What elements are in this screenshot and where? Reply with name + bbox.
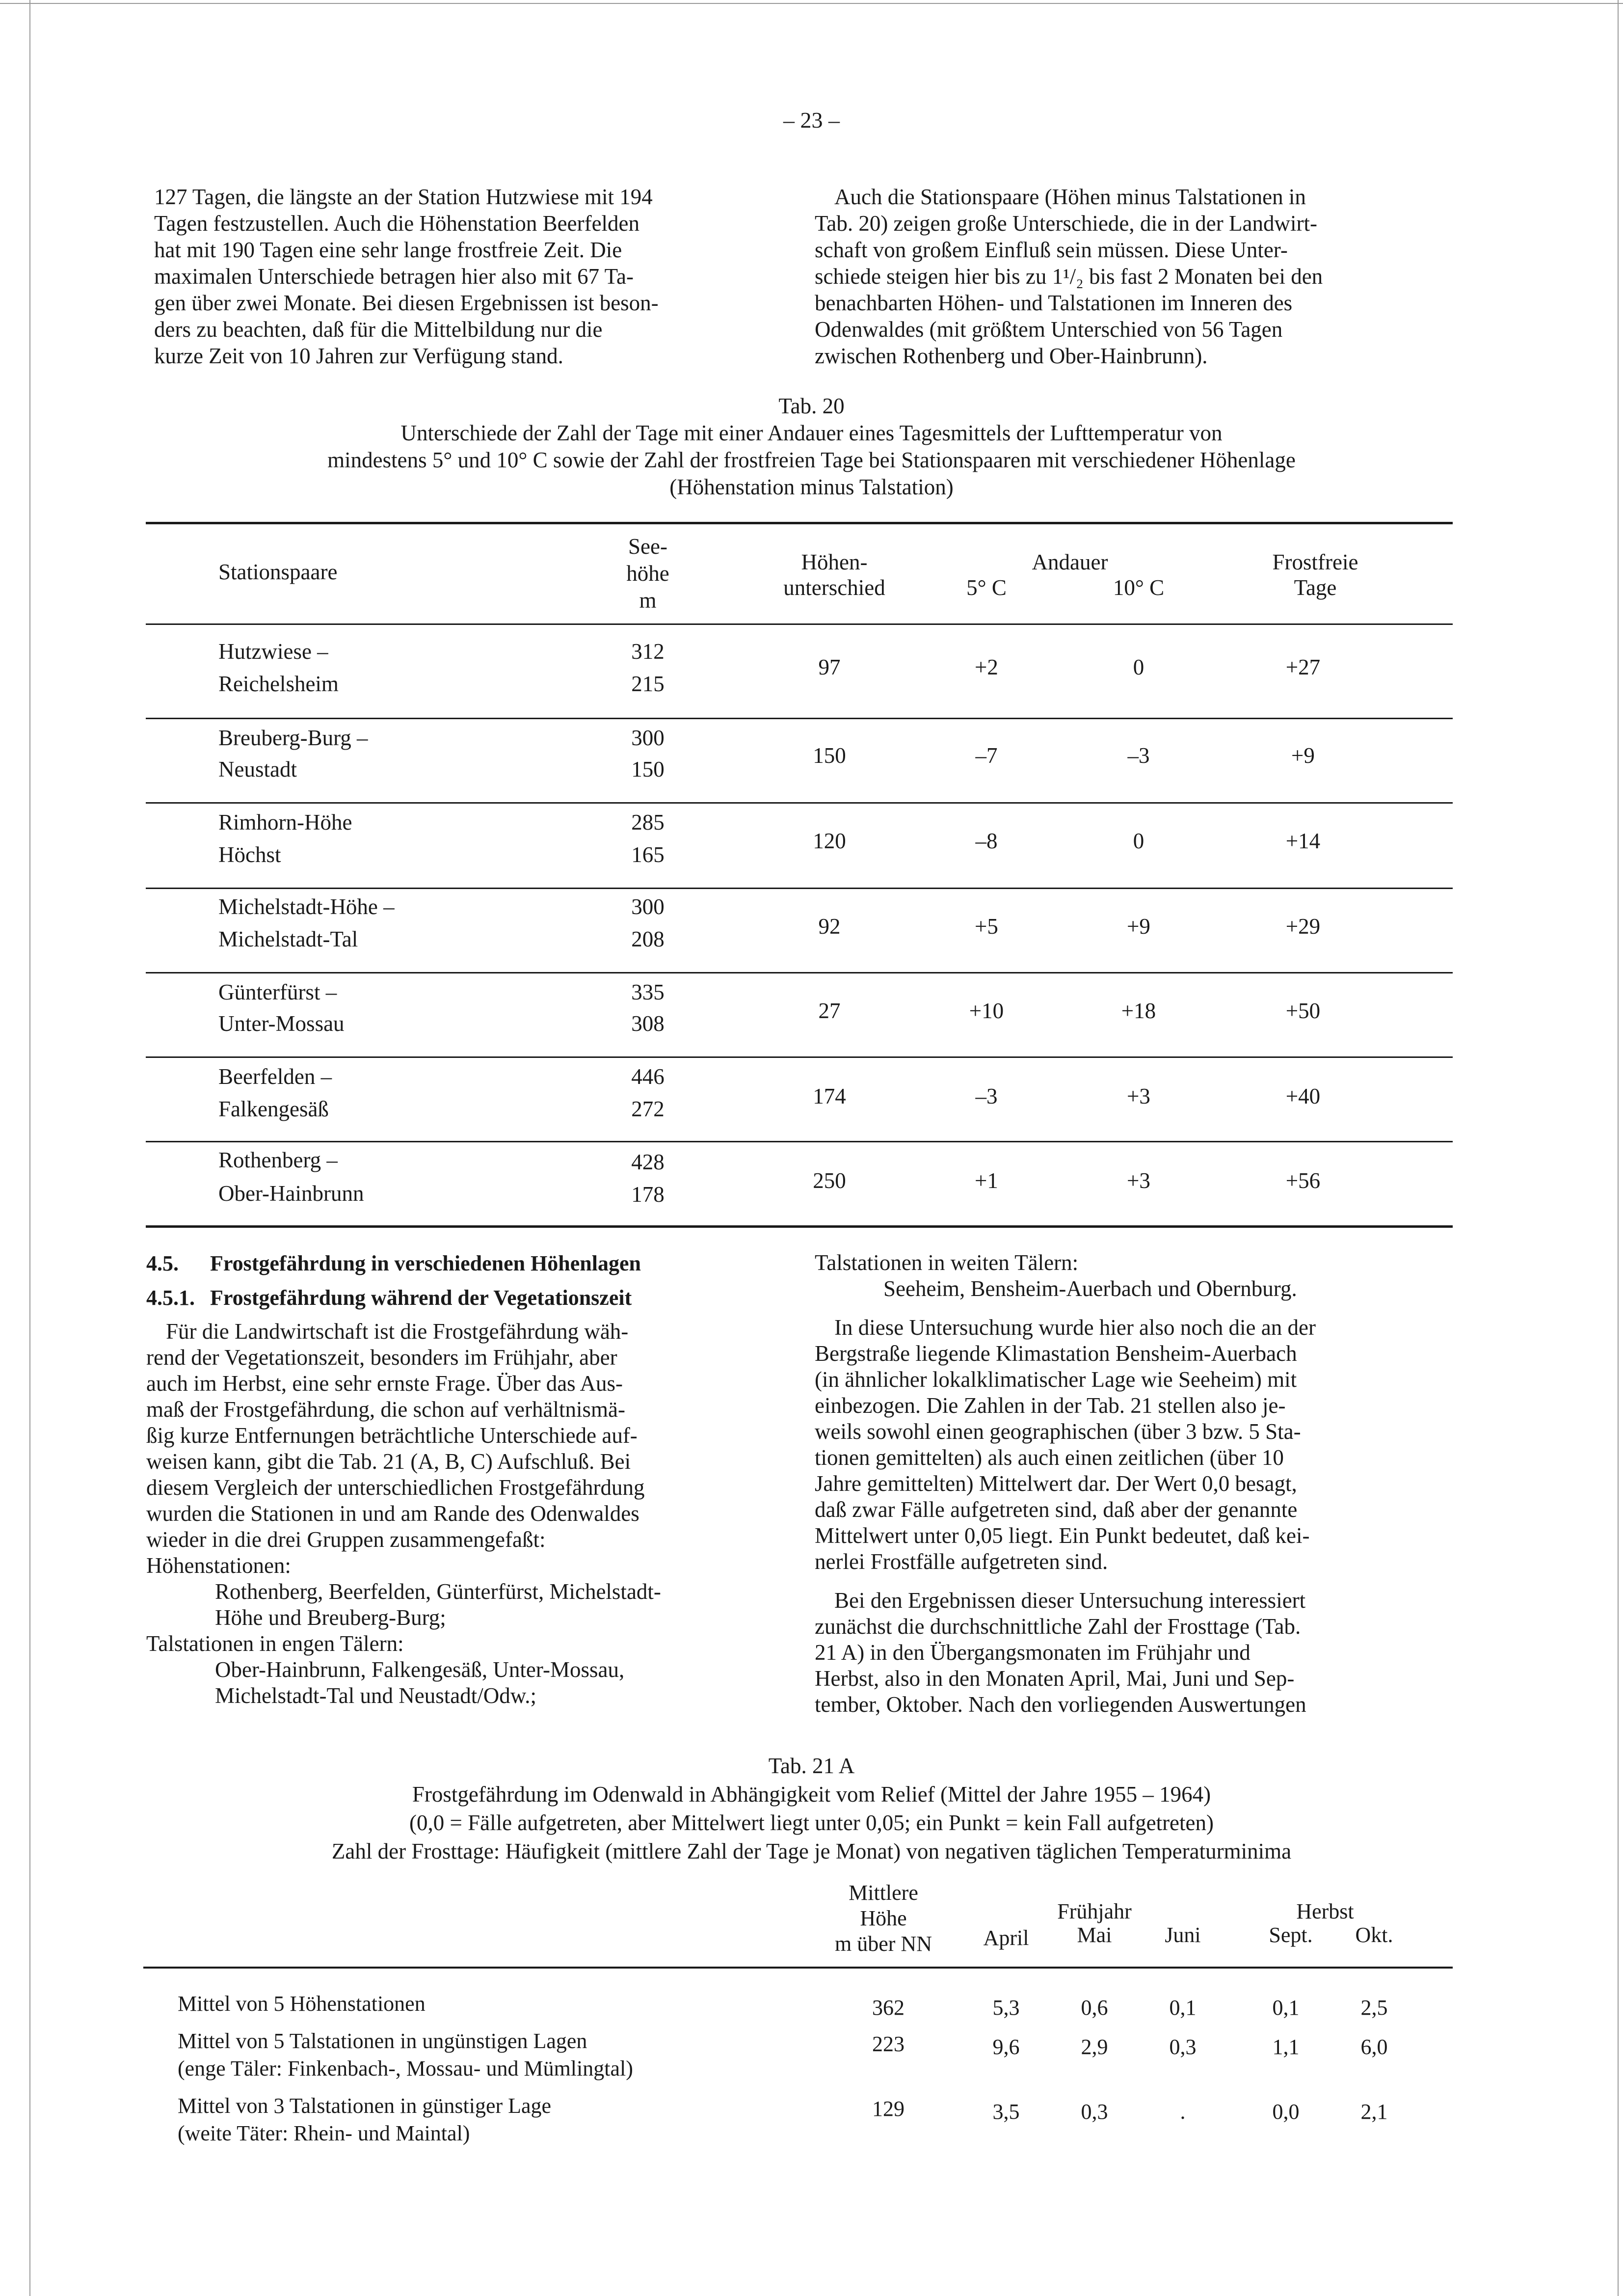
frostfreie-tage: +14 [1285, 829, 1321, 853]
frostfreie-tage: +50 [1285, 999, 1321, 1023]
heading-number: 4.5.1. [146, 1286, 195, 1310]
frostfreie-tage: +9 [1291, 743, 1315, 768]
header-andauer: Andauer [1032, 550, 1108, 574]
andauer-5c: +1 [975, 1168, 998, 1193]
heading-text: Frostgefährdung in verschiedenen Höhenlagen [210, 1251, 641, 1275]
text-line: weils sowohl einen geographischen (über 3 bzw. 5 Sta- [815, 1419, 1301, 1444]
group-label: Talstationen in engen Tälern: [146, 1631, 404, 1656]
header-stationspaare: Stationspaare [218, 560, 338, 584]
andauer-10c: +3 [1127, 1084, 1150, 1108]
frostfreie-tage: +29 [1285, 914, 1321, 939]
caption-line: mindestens 5° und 10° C sowie der Zahl der frostfreien Tage bei Stationspaaren mit verschiedener Höhenlage [327, 448, 1296, 472]
text-line: In diese Untersuchung wurde hier also noch die an der [834, 1315, 1316, 1340]
header-herbst: Herbst [1296, 1899, 1354, 1923]
row-label-sub: (weite Täter: Rhein- und Maintal) [178, 2121, 470, 2145]
text-line: kurze Zeit von 10 Jahren zur Verfügung stand. [154, 344, 563, 368]
height-upper: 335 [631, 980, 665, 1004]
height-difference: 92 [818, 914, 841, 939]
text-line: (in ähnlicher lokalklimatischer Lage wie Seeheim) mit [815, 1367, 1297, 1392]
text-line: maß der Frostgefährdung, die schon auf verhältnismä- [146, 1397, 625, 1422]
height-upper: 446 [631, 1064, 665, 1089]
caption-line: Frostgefährdung im Odenwald in Abhängigkeit vom Relief (Mittel der Jahre 1955 – 1964) [412, 1782, 1211, 1807]
andauer-5c: –7 [975, 743, 998, 768]
header-sept: Sept. [1269, 1923, 1313, 1947]
section-heading [146, 1251, 641, 1276]
mean-height: 129 [872, 2097, 905, 2121]
mai-value: 2,9 [1081, 2035, 1108, 2059]
mai-value: 0,6 [1081, 1996, 1108, 2020]
frostfreie-tage: +40 [1285, 1084, 1321, 1108]
text-line: maximalen Unterschiede betragen hier also mit 67 Ta- [154, 264, 634, 289]
okt-value: 6,0 [1360, 2035, 1388, 2059]
row-rule [146, 1141, 1453, 1142]
group-item: Rothenberg, Beerfelden, Günterfürst, Michelstadt- [215, 1579, 661, 1604]
mai-value: 0,3 [1081, 2100, 1108, 2124]
text-line: gen über zwei Monate. Bei diesen Ergebnissen ist beson- [154, 291, 659, 315]
header-okt: Okt. [1355, 1923, 1393, 1947]
text-line: wurden die Stationen in und am Rande des Odenwaldes [146, 1501, 639, 1526]
text-line: 127 Tagen, die längste an der Station Hutzwiese mit 194 [154, 185, 653, 209]
tab21a-caption [0, 1752, 1623, 1865]
caption-line: Zahl der Frosttage: Häufigkeit (mittlere Zahl der Tage je Monat) von negativen täglichen Temperaturminima [331, 1839, 1292, 1864]
text-line: diesem Vergleich der unterschiedlichen Frostgefährdung [146, 1475, 645, 1500]
row-label: Mittel von 5 Talstationen in ungünstigen Lagen [178, 2029, 587, 2053]
subsection-heading [146, 1285, 632, 1310]
april-value: 3,5 [992, 2100, 1020, 2124]
text-line: Tab. 20) zeigen große Unterschiede, die in der Landwirt- [815, 211, 1317, 236]
text-line: tember, Oktober. Nach den vorliegenden Auswertungen [815, 1692, 1306, 1717]
text-line: Für die Landwirtschaft ist die Frostgefährdung wäh- [166, 1319, 629, 1344]
table-label: Tab. 21 A [768, 1754, 855, 1778]
header-hoehenunterschied-1: Höhen- [801, 550, 868, 574]
andauer-10c: +3 [1127, 1168, 1150, 1193]
header-frostfreie-1: Frostfreie [1272, 550, 1358, 574]
sept-value: 0,1 [1272, 1996, 1300, 2020]
height-upper: 285 [631, 810, 665, 835]
scan-edge-top [0, 3, 1623, 4]
height-difference: 27 [818, 999, 841, 1023]
group-item: Seeheim, Bensheim-Auerbach und Obernburg. [883, 1276, 1297, 1301]
height-lower: 308 [631, 1011, 665, 1036]
height-lower: 150 [631, 757, 665, 782]
row-label-sub: (enge Täler: Finkenbach-, Mossau- und Mümlingtal) [178, 2056, 633, 2080]
andauer-10c: 0 [1133, 655, 1144, 679]
okt-value: 2,5 [1360, 1996, 1388, 2020]
april-value: 9,6 [992, 2035, 1020, 2059]
text-line: rend der Vegetationszeit, besonders im Frühjahr, aber [146, 1345, 617, 1370]
station-upper: Hutzwiese – [218, 639, 328, 664]
heading-number: 4.5. [146, 1251, 179, 1275]
header-hoehe-3: m über NN [835, 1932, 932, 1956]
text-line: einbezogen. Die Zahlen in der Tab. 21 stellen also je- [815, 1393, 1286, 1418]
table-bottom-rule [146, 1225, 1453, 1228]
andauer-5c: –3 [975, 1084, 998, 1108]
station-upper: Breuberg-Burg – [218, 726, 368, 750]
row-rule [146, 972, 1453, 973]
frostfreie-tage: +27 [1285, 655, 1321, 679]
height-difference: 150 [813, 743, 846, 768]
station-lower: Reichelsheim [218, 672, 339, 696]
text-line: schaft von großem Einfluß sein müssen. Diese Unter- [815, 238, 1288, 262]
tab20-caption [0, 393, 1623, 501]
bottom-left-column [146, 1319, 777, 1709]
caption-line: (Höhenstation minus Talstation) [669, 475, 954, 499]
text-line: Bergstraße liegende Klimastation Bensheim-Auerbach [815, 1341, 1297, 1366]
group-item: Höhe und Breuberg-Burg; [215, 1605, 446, 1630]
text-line: wieder in die drei Gruppen zusammengefaßt: [146, 1527, 546, 1552]
top-right-column [815, 184, 1451, 369]
andauer-5c: +10 [969, 999, 1004, 1023]
text-line: zwischen Rothenberg und Ober-Hainbrunn). [815, 344, 1208, 368]
spacer [815, 1302, 1451, 1315]
text-line: ßig kurze Entfernungen beträchtliche Unterschiede auf- [146, 1423, 638, 1448]
text-line: Tagen festzustellen. Auch die Höhenstation Beerfelden [154, 211, 640, 236]
station-upper: Günterfürst – [218, 980, 337, 1004]
scan-edge-left [29, 0, 30, 2296]
station-upper: Rothenberg – [218, 1148, 338, 1172]
mean-height: 223 [872, 2032, 905, 2056]
height-upper: 300 [631, 726, 665, 750]
text-line: daß zwar Fälle aufgetreten sind, daß aber der genannte [815, 1497, 1298, 1522]
text-line: Herbst, also in den Monaten April, Mai, Juni und Sep- [815, 1666, 1295, 1691]
row-rule [146, 802, 1453, 804]
top-left-column [154, 184, 787, 369]
header-hoehe-2: Höhe [860, 1906, 907, 1930]
station-upper: Michelstadt-Höhe – [218, 894, 395, 919]
station-upper: Rimhorn-Höhe [218, 810, 352, 835]
andauer-5c: –8 [975, 829, 998, 853]
header-seehoehe-1: See- [628, 534, 667, 559]
text-line: tionen gemittelten) als auch einen zeitlichen (über 10 [815, 1445, 1284, 1470]
table-top-rule [146, 522, 1453, 524]
header-hoehe-1: Mittlere [849, 1881, 918, 1905]
header-10c: 10° C [1113, 575, 1165, 600]
text-line: ders zu beachten, daß für die Mittelbildung nur die [154, 317, 603, 342]
header-hoehenunterschied-2: unterschied [783, 575, 885, 600]
caption-line: Unterschiede der Zahl der Tage mit einer Andauer eines Tagesmittels der Lufttemperatur von [400, 421, 1223, 445]
height-lower: 215 [631, 672, 665, 696]
bottom-right-column [815, 1250, 1451, 1718]
text-line: weisen kann, gibt die Tab. 21 (A, B, C) Aufschluß. Bei [146, 1449, 631, 1474]
header-frostfreie-2: Tage [1294, 575, 1337, 600]
header-5c: 5° C [966, 575, 1007, 600]
header-rule [146, 623, 1453, 625]
row-rule [146, 888, 1453, 889]
header-seehoehe-2: höhe [626, 561, 669, 586]
header-juni: Juni [1165, 1923, 1201, 1947]
station-lower: Ober-Hainbrunn [218, 1181, 364, 1206]
scan-edge-right [1618, 0, 1619, 2296]
station-upper: Beerfelden – [218, 1064, 332, 1089]
station-lower: Michelstadt-Tal [218, 927, 358, 951]
text-line: schiede steigen hier bis zu 1¹/₂ bis fast 2 Monaten bei den [815, 264, 1323, 289]
height-difference: 120 [813, 829, 846, 853]
text-line: Auch die Stationspaare (Höhen minus Talstationen in [834, 185, 1306, 209]
header-april: April [983, 1926, 1029, 1950]
text-line: Odenwaldes (mit größtem Unterschied von 56 Tagen [815, 317, 1283, 342]
height-upper: 312 [631, 639, 665, 664]
andauer-10c: +18 [1121, 999, 1156, 1023]
text-line: benachbarten Höhen- und Talstationen im Inneren des [815, 291, 1293, 315]
frostfreie-tage: +56 [1285, 1168, 1321, 1193]
group-label: Talstationen in weiten Tälern: [815, 1250, 1079, 1275]
andauer-10c: 0 [1133, 829, 1144, 853]
group-label: Höhenstationen: [146, 1553, 291, 1578]
caption-line: (0,0 = Fälle aufgetreten, aber Mittelwert liegt unter 0,05; ein Punkt = kein Fall aufgetreten) [409, 1810, 1214, 1835]
height-lower: 165 [631, 842, 665, 867]
station-lower: Höchst [218, 842, 281, 867]
andauer-5c: +2 [975, 655, 998, 679]
row-label: Mittel von 5 Höhenstationen [178, 1992, 426, 2016]
height-difference: 97 [818, 655, 841, 679]
height-lower: 272 [631, 1097, 665, 1121]
height-difference: 174 [813, 1084, 846, 1108]
juni-value: . [1180, 2100, 1186, 2124]
heading-text: Frostgefährdung während der Vegetationszeit [210, 1286, 632, 1310]
text-line: Bei den Ergebnissen dieser Untersuchung interessiert [834, 1588, 1306, 1613]
header-fruehjahr: Frühjahr [1057, 1899, 1132, 1923]
table-label: Tab. 20 [778, 394, 845, 418]
text-line: hat mit 190 Tagen eine sehr lange frostfreie Zeit. Die [154, 238, 622, 262]
okt-value: 2,1 [1360, 2100, 1388, 2124]
april-value: 5,3 [992, 1996, 1020, 2020]
spacer [815, 1575, 1451, 1588]
height-difference: 250 [813, 1168, 846, 1193]
juni-value: 0,1 [1169, 1996, 1197, 2020]
text-line: nerlei Frostfälle aufgetreten sind. [815, 1549, 1108, 1574]
height-lower: 178 [631, 1182, 665, 1207]
header-seehoehe-3: m [639, 588, 657, 613]
sept-value: 1,1 [1272, 2035, 1300, 2059]
row-rule [146, 718, 1453, 719]
station-lower: Neustadt [218, 757, 297, 782]
text-line: zunächst die durchschnittliche Zahl der Frosttage (Tab. [815, 1614, 1301, 1639]
row-label: Mittel von 3 Talstationen in günstiger Lage [178, 2094, 552, 2118]
andauer-10c: –3 [1127, 743, 1150, 768]
station-lower: Falkengesäß [218, 1097, 329, 1121]
andauer-5c: +5 [975, 914, 998, 939]
height-upper: 428 [631, 1150, 665, 1174]
text-line: Jahre gemittelten) Mittelwert dar. Der Wert 0,0 besagt, [815, 1471, 1297, 1496]
row-rule [146, 1056, 1453, 1058]
height-lower: 208 [631, 927, 665, 951]
andauer-10c: +9 [1127, 914, 1150, 939]
header-rule [143, 1967, 1453, 1969]
text-line: 21 A) in den Übergangsmonaten im Frühjahr und [815, 1640, 1251, 1665]
text-line: Mittelwert unter 0,05 liegt. Ein Punkt bedeutet, daß kei- [815, 1523, 1310, 1548]
group-item: Michelstadt-Tal und Neustadt/Odw.; [215, 1683, 537, 1708]
text-line: auch im Herbst, eine sehr ernste Frage. Über das Aus- [146, 1371, 623, 1396]
group-item: Ober-Hainbrunn, Falkengesäß, Unter-Mossau, [215, 1657, 625, 1682]
page-number: – 23 – [783, 108, 840, 133]
height-upper: 300 [631, 894, 665, 919]
juni-value: 0,3 [1169, 2035, 1197, 2059]
header-mai: Mai [1077, 1923, 1112, 1947]
station-lower: Unter-Mossau [218, 1011, 345, 1036]
mean-height: 362 [872, 1996, 905, 2020]
sept-value: 0,0 [1272, 2100, 1300, 2124]
